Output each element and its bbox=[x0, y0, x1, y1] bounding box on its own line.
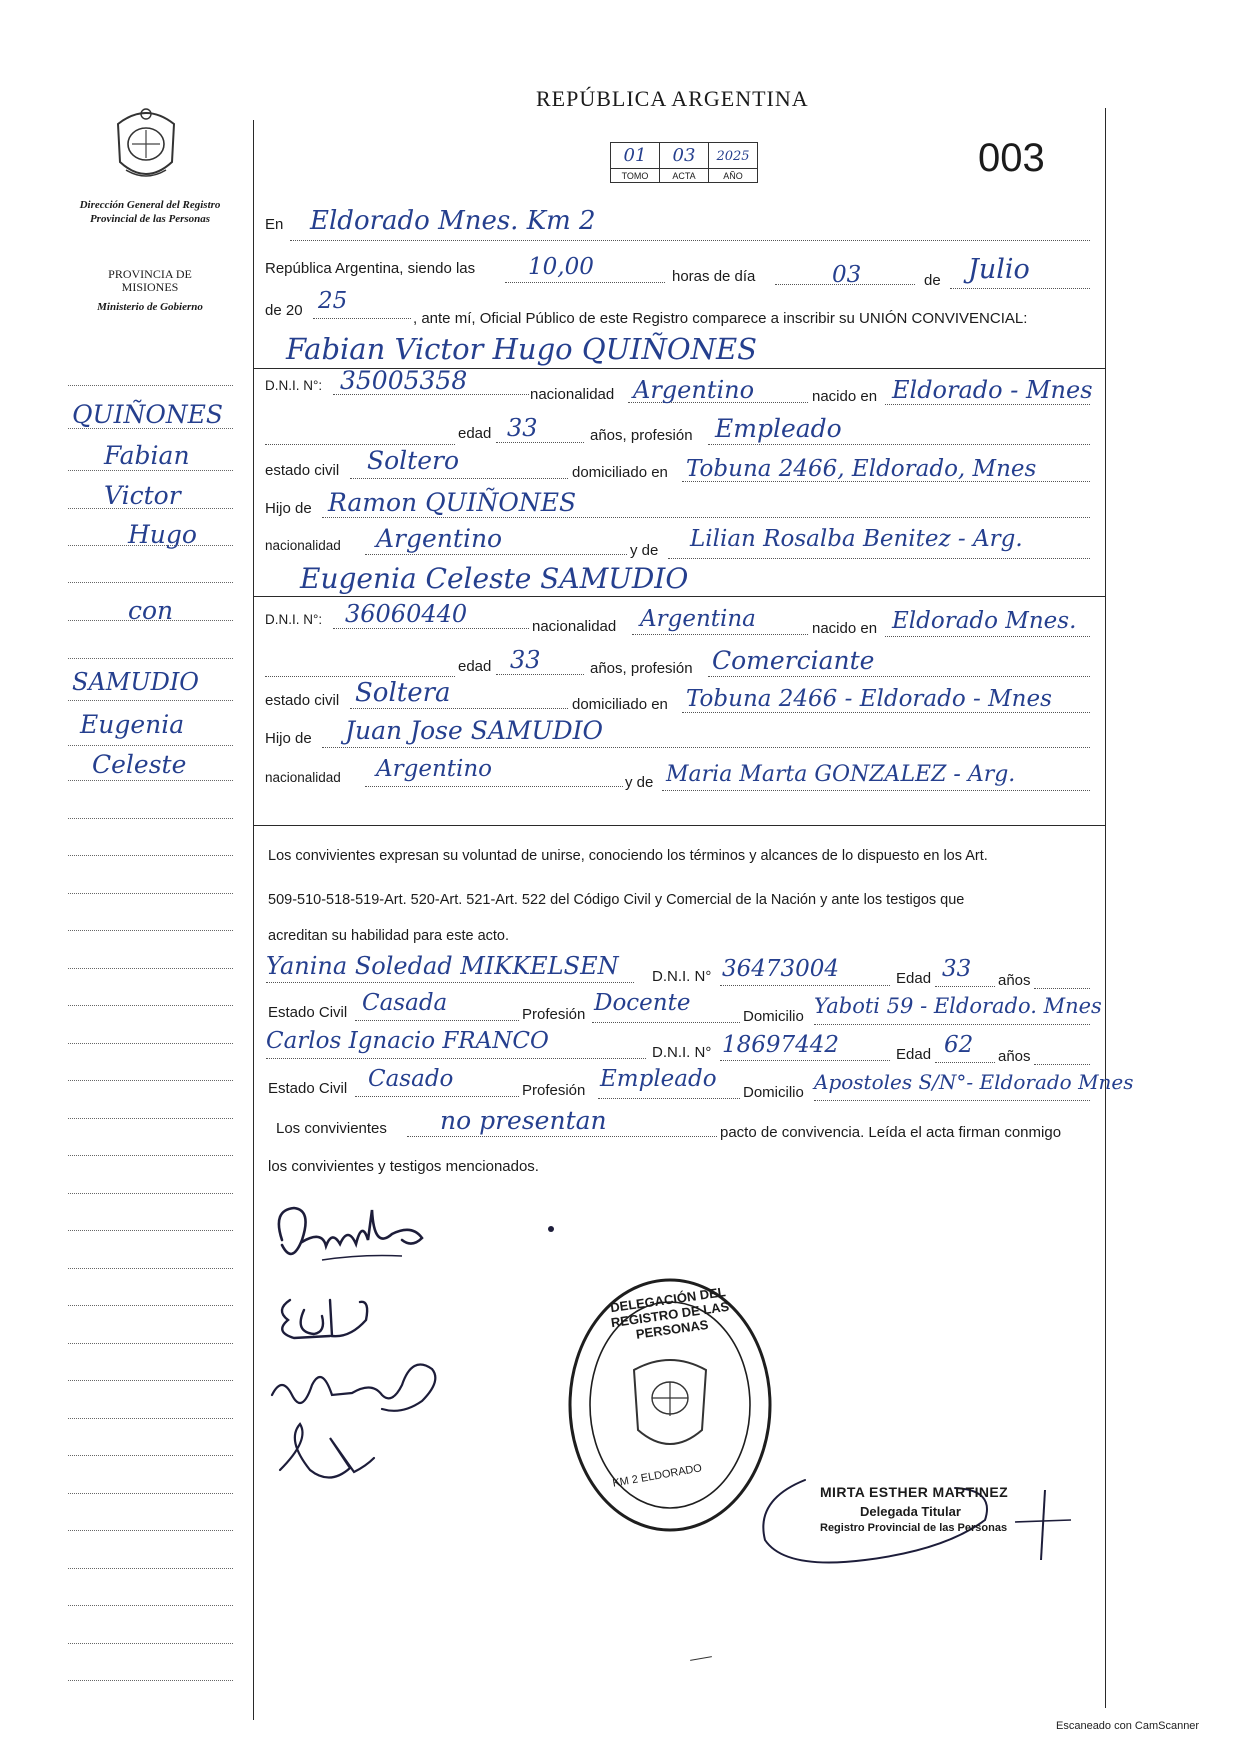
p1-profesion-value: Empleado bbox=[715, 414, 842, 443]
province-name: PROVINCIA DE MISIONES bbox=[108, 267, 192, 294]
w2-estado-line bbox=[355, 1096, 519, 1097]
w1-domicilio-value: Yaboti 59 - Eldorado. Mnes bbox=[814, 994, 1102, 1018]
declaration-line-3: acreditan su habilidad para este acto. bbox=[268, 928, 510, 944]
convivientes-label: Los convivientes bbox=[276, 1120, 387, 1137]
official-office: Registro Provincial de las Personas bbox=[820, 1522, 1008, 1534]
p1-dni-label: D.N.I. N°: bbox=[265, 378, 323, 393]
acta-number: 003 bbox=[978, 136, 1045, 180]
w2-edad-label: Edad bbox=[896, 1046, 932, 1063]
p1-edad-value: 33 bbox=[507, 414, 538, 442]
institution-name: Dirección General del Registro Provincial de las Personas bbox=[79, 199, 221, 225]
p2-dni-line bbox=[333, 628, 529, 629]
left-margin-rule bbox=[253, 120, 254, 1720]
w1-profesion-value: Docente bbox=[594, 990, 691, 1016]
w2-edad-value: 62 bbox=[944, 1032, 974, 1058]
place-line bbox=[290, 240, 1090, 241]
camscanner-footer: Escaneado con CamScanner bbox=[1056, 1720, 1200, 1732]
coat-of-arms-icon bbox=[112, 104, 180, 189]
margin-name-7: Eugenia bbox=[80, 710, 185, 739]
year-prefix: de 20 bbox=[265, 302, 303, 319]
w1-edad-line bbox=[935, 986, 995, 987]
p2-domicilio-line bbox=[682, 712, 1090, 713]
margin-name-4: Hugo bbox=[128, 520, 197, 549]
tomo-acta-anio-box bbox=[610, 142, 758, 183]
p2-padre-line bbox=[322, 747, 1090, 748]
w2-profesion-value: Empleado bbox=[600, 1066, 717, 1092]
p1-y-de-label: y de bbox=[630, 542, 659, 559]
w2-dni-value: 18697442 bbox=[722, 1032, 840, 1058]
w1-dni-label: D.N.I. N° bbox=[652, 968, 712, 985]
p2-estado-value: Soltera bbox=[355, 678, 451, 708]
stamp-bottom-text: KM 2 ELDORADO bbox=[611, 1462, 703, 1490]
w2-estado-value: Casado bbox=[368, 1066, 454, 1092]
p1-edad-label: edad bbox=[458, 425, 492, 442]
p1-padre-nac-value: Argentino bbox=[376, 524, 503, 553]
w1-edad-value: 33 bbox=[942, 956, 972, 982]
p1-madre-value: Lilian Rosalba Benitez - Arg. bbox=[690, 526, 1023, 552]
pacto-value: no presentan bbox=[440, 1106, 607, 1135]
p2-nac-line bbox=[632, 634, 808, 635]
p2-padre-nac-value: Argentino bbox=[376, 756, 493, 782]
anio-label: AÑO bbox=[709, 169, 758, 183]
p1-nacionalidad-value: Argentino bbox=[633, 376, 755, 404]
p2-domicilio-value: Tobuna 2466 - Eldorado - Mnes bbox=[686, 686, 1052, 712]
p1-padre-nac-label: nacionalidad bbox=[265, 538, 341, 553]
p2-nacido-label: nacido en bbox=[812, 620, 878, 637]
p1-nacido-value: Eldorado - Mnes bbox=[892, 376, 1093, 404]
right-margin-rule bbox=[1105, 108, 1106, 1708]
en-label: En bbox=[265, 216, 284, 233]
ante-text: , ante mí, Oficial Público de este Registro comparece a inscribir su UNIÓN CONVIVENCIAL: bbox=[413, 310, 1028, 327]
p1-dni-value: 35005358 bbox=[340, 366, 468, 395]
w1-domicilio-line bbox=[814, 1024, 1090, 1025]
w2-profesion-line bbox=[598, 1098, 740, 1099]
p2-dni-value: 36060440 bbox=[345, 600, 468, 628]
stamp-round-text: DELEGACIÓN DEL REGISTRO DE LAS PERSONAS bbox=[609, 1284, 731, 1342]
section-divider-3 bbox=[253, 825, 1105, 826]
p2-profesion-line bbox=[708, 676, 1090, 677]
p1-profesion-label: años, profesión bbox=[590, 427, 693, 444]
w1-estado-line bbox=[355, 1020, 519, 1021]
margin-name-2: Fabian bbox=[104, 441, 190, 470]
p1-nacido-line bbox=[885, 404, 1090, 405]
ink-dot bbox=[548, 1226, 554, 1232]
p2-edad-lead-line bbox=[265, 676, 455, 677]
section-divider-2 bbox=[253, 596, 1105, 597]
p2-edad-value: 33 bbox=[510, 646, 541, 674]
time-line bbox=[505, 282, 665, 283]
p2-nacido-line bbox=[885, 636, 1090, 637]
p1-estado-line bbox=[350, 478, 568, 479]
month-value: Julio bbox=[968, 254, 1030, 285]
signature-convivient-2 bbox=[270, 1280, 410, 1355]
p2-madre-value: Maria Marta GONZALEZ - Arg. bbox=[666, 762, 1016, 787]
w2-domicilio-line bbox=[814, 1100, 1090, 1101]
w1-anios-label: años bbox=[998, 972, 1031, 989]
w1-profesion-line bbox=[592, 1022, 740, 1023]
ink-stroke bbox=[690, 1656, 712, 1661]
w1-dni-line bbox=[720, 985, 890, 986]
p1-padre-nac-line bbox=[365, 554, 627, 555]
p1-edad-line bbox=[496, 442, 584, 443]
p2-dni-label: D.N.I. N°: bbox=[265, 612, 323, 627]
tomo-value: 01 bbox=[623, 145, 647, 166]
p1-profesion-line bbox=[708, 444, 1090, 445]
time-value: 10,00 bbox=[528, 254, 594, 280]
p2-padre-nac-line bbox=[365, 786, 623, 787]
p2-nacionalidad-label: nacionalidad bbox=[532, 618, 617, 635]
w1-anios-line bbox=[1034, 988, 1090, 989]
horas-label: horas de día bbox=[672, 268, 756, 285]
w1-edad-label: Edad bbox=[896, 970, 932, 987]
w2-estado-label: Estado Civil bbox=[268, 1080, 348, 1097]
p1-nacionalidad-label: nacionalidad bbox=[530, 386, 615, 403]
p1-estado-label: estado civil bbox=[265, 462, 340, 479]
w2-name-line bbox=[266, 1058, 646, 1059]
de-label: de bbox=[924, 272, 941, 289]
p1-padre-line bbox=[322, 517, 1090, 518]
p2-padre-value: Juan Jose SAMUDIO bbox=[345, 716, 603, 745]
day-value: 03 bbox=[832, 262, 862, 288]
margin-name-3: Victor bbox=[104, 481, 181, 510]
year-line bbox=[313, 318, 411, 319]
w1-domicilio-label: Domicilio bbox=[743, 1008, 804, 1025]
p1-domicilio-value: Tobuna 2466, Eldorado, Mnes bbox=[686, 456, 1037, 482]
p2-edad-line bbox=[496, 674, 584, 675]
w2-dni-label: D.N.I. N° bbox=[652, 1044, 712, 1061]
w1-estado-value: Casada bbox=[362, 990, 448, 1016]
pacto-line bbox=[407, 1136, 717, 1137]
p2-estado-line bbox=[350, 708, 568, 709]
acta-label: ACTA bbox=[660, 169, 709, 183]
closing-line-2: los convivientes y testigos mencionados. bbox=[268, 1158, 539, 1175]
p2-edad-label: edad bbox=[458, 658, 492, 675]
w2-domicilio-value: Apostoles S/N°- Eldorado Mnes bbox=[814, 1070, 1134, 1094]
p1-edad-lead-line bbox=[265, 444, 455, 445]
w2-profesion-label: Profesión bbox=[522, 1082, 586, 1099]
year-suffix: 25 bbox=[318, 288, 348, 314]
person2-full-name: Eugenia Celeste SAMUDIO bbox=[300, 562, 689, 595]
p1-domicilio-label: domiciliado en bbox=[572, 464, 668, 481]
p1-madre-line bbox=[668, 558, 1090, 559]
w2-domicilio-label: Domicilio bbox=[743, 1084, 804, 1101]
margin-name-5: con bbox=[128, 596, 174, 625]
anio-value: 2025 bbox=[716, 148, 750, 164]
p1-padre-value: Ramon QUIÑONES bbox=[328, 488, 577, 517]
signature-witness-2 bbox=[270, 1410, 390, 1495]
republica-label: República Argentina, siendo las bbox=[265, 260, 476, 277]
p2-nacido-value: Eldorado Mnes. bbox=[892, 608, 1077, 634]
w1-name-line bbox=[266, 982, 634, 983]
pacto-text: pacto de convivencia. Leída el acta firman conmigo bbox=[720, 1124, 1062, 1141]
month-line bbox=[950, 288, 1090, 289]
place-value: Eldorado Mnes. Km 2 bbox=[310, 206, 596, 236]
p2-estado-label: estado civil bbox=[265, 692, 340, 709]
p2-madre-line bbox=[662, 790, 1090, 791]
tomo-label: TOMO bbox=[611, 169, 660, 183]
p2-padre-nac-label: nacionalidad bbox=[265, 770, 341, 785]
p1-nacido-label: nacido en bbox=[812, 388, 878, 405]
p2-domicilio-label: domiciliado en bbox=[572, 696, 668, 713]
declaration-line-1: Los convivientes expresan su voluntad de unirse, conociendo los términos y alcances de lo dispuesto en los Art. bbox=[268, 848, 988, 864]
ministry-name: Ministerio de Gobierno bbox=[97, 301, 203, 313]
p2-profesion-value: Comerciante bbox=[712, 646, 875, 675]
w2-anios-label: años bbox=[998, 1048, 1031, 1065]
p2-hijo-label: Hijo de bbox=[265, 730, 312, 747]
p2-nacionalidad-value: Argentina bbox=[640, 606, 756, 632]
official-title: Delegada Titular bbox=[860, 1504, 961, 1519]
document-title: REPÚBLICA ARGENTINA bbox=[536, 86, 809, 111]
declaration-line-2: 509-510-518-519-Art. 520-Art. 521-Art. 522 del Código Civil y Comercial de la Nación y ante los testigos que bbox=[268, 892, 965, 908]
w1-profesion-label: Profesión bbox=[522, 1006, 586, 1023]
w1-estado-label: Estado Civil bbox=[268, 1004, 348, 1021]
signature-convivient-1 bbox=[262, 1190, 462, 1285]
acta-value: 03 bbox=[672, 145, 696, 166]
p2-profesion-label: años, profesión bbox=[590, 660, 693, 677]
w1-dni-value: 36473004 bbox=[722, 956, 840, 982]
w1-name: Yanina Soledad MIKKELSEN bbox=[266, 952, 619, 980]
margin-name-1: QUIÑONES bbox=[72, 400, 224, 429]
w2-name: Carlos Ignacio FRANCO bbox=[266, 1028, 549, 1054]
p2-y-de-label: y de bbox=[625, 774, 654, 791]
margin-name-6: SAMUDIO bbox=[72, 668, 199, 696]
p1-hijo-label: Hijo de bbox=[265, 500, 312, 517]
official-name: MIRTA ESTHER MARTINEZ bbox=[820, 1484, 1009, 1500]
w2-anios-line bbox=[1034, 1064, 1090, 1065]
person1-full-name: Fabian Victor Hugo QUIÑONES bbox=[286, 332, 758, 366]
w2-dni-line bbox=[720, 1060, 890, 1061]
w2-edad-line bbox=[935, 1062, 995, 1063]
margin-name-8: Celeste bbox=[92, 750, 187, 779]
p1-estado-value: Soltero bbox=[367, 446, 460, 475]
